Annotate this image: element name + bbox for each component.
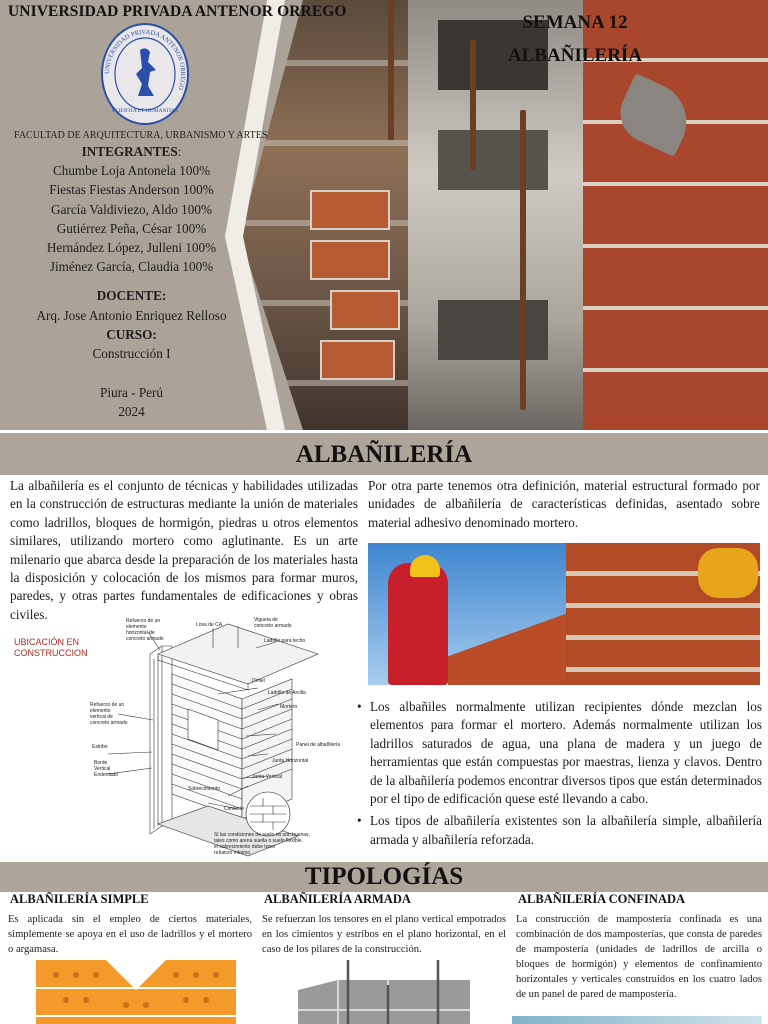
bullet-list (354, 698, 762, 853)
member-item: Jiménez García, Claudia 100% (49, 259, 214, 275)
reinforced-wall-illustration (298, 960, 470, 1024)
helmet-icon (410, 555, 440, 577)
svg-text:Losa de CA: Losa de CA (196, 622, 223, 628)
svg-text:Junta Vertical: Junta Vertical (252, 774, 283, 780)
wall-construction-diagram (8, 614, 358, 859)
svg-text:concreto armado: concreto armado (254, 623, 292, 629)
logo-motto: SCIENTIA ET HUMANITAS (111, 108, 179, 114)
list-item: • Los tipos de albañilería existentes son la albañilería simple, albañilería armada y albañilería reforzada. (354, 812, 762, 849)
svg-text:horizontal de: horizontal de (126, 630, 155, 636)
teacher-label: DOCENTE: (96, 288, 167, 304)
second-definition-paragraph: Por otra parte tenemos otra definición, material estructural formado por unidades de albañilería de características definidas, asentado sobre material adhesivo denominado mortero. (368, 478, 760, 530)
svg-text:Vertical: Vertical (94, 766, 111, 772)
definition-paragraph: La albañilería es el conjunto de técnicas y habilidades utilizadas en la construcción de estructuras mediante la unión de materiales como ladrillos, bloques de hormigón, piedras u otros elementos similares, utilizando mortero como aglutinante. Es un arte milenario que abarca desde la preparación de los materiales hasta la disposición y colocación de los mismos para formar muros, paredes, y otras partes fundamentales de edificaciones y obras civiles. (10, 478, 358, 622)
header-banner (0, 0, 768, 430)
place: Piura - Perú (100, 385, 163, 401)
text-confinada: La construcción de mampostería confinada es una combinación de dos mamposterías, que consta de paredes de mampostería (unidades de ladrillos de arcilla o bloques de hormigón) y elementos de confinamiento horizontales y verticales construidos en los cuatro lados de un panel de pared de mampostería. (516, 914, 762, 1001)
svg-text:Si las condiciones de suelo no: Si las condiciones de suelo no son buenas, (214, 832, 310, 838)
member-item: Hernández López, Julleni 100% (46, 240, 217, 256)
svg-text:Borde: Borde (94, 760, 108, 766)
svg-text:concreto armado: concreto armado (90, 720, 128, 726)
text-simple: Es aplicada sin el empleo de ciertos materiales, simplemente se apoya en el uso de ladrillos y el mortero o argamasa. (8, 914, 252, 956)
svg-text:Ladrillo de Arcilla: Ladrillo de Arcilla (268, 690, 306, 696)
team-info (0, 142, 263, 422)
confined-wall-illustration (512, 1016, 762, 1024)
svg-text:Cimiento: Cimiento (224, 806, 244, 812)
heading-simple: ALBAÑILERÍA SIMPLE (10, 892, 149, 906)
section-title-tipologias: TIPOLOGÍAS (0, 862, 768, 892)
week-label: SEMANA 12 (522, 12, 628, 33)
course-name: Construcción I (92, 346, 171, 362)
diagram-title: UBICACIÓN EN CONSTRUCCION (14, 637, 88, 658)
svg-text:Sobrecimiento: Sobrecimiento (188, 786, 220, 792)
svg-text:el sobrecimiento debe tener: el sobrecimiento debe tener (214, 844, 276, 850)
svg-text:Refuerzo de un: Refuerzo de un (126, 618, 161, 624)
faculty-name: FACULTAD DE ARQUITECTURA, URBANISMO Y ARTES (14, 130, 268, 141)
svg-text:Dintel: Dintel (252, 678, 265, 684)
svg-text:Panel de albañilería: Panel de albañilería (296, 742, 341, 748)
text-armada: Se refuerzan los tensores en el plano vertical empotrados en los cimientos y estribos en el plano horizontal, en el caso de los pilares de la construcción. (262, 914, 506, 956)
section-title-albanileria: ALBAÑILERÍA (0, 433, 768, 475)
svg-text:elemento: elemento (90, 708, 111, 714)
svg-text:vertical de: vertical de (90, 714, 113, 720)
year: 2024 (118, 404, 145, 420)
teacher-name: Arq. Jose Antonio Enriquez Relloso (36, 307, 227, 323)
svg-text:Mortero: Mortero (280, 704, 298, 710)
svg-text:tales como arena suelta o suel: tales como arena suelta o suelo flexible, (214, 838, 303, 844)
svg-text:elemento: elemento (126, 624, 147, 630)
university-logo (100, 22, 190, 126)
list-item: • Los albañiles normalmente utilizan recipientes dónde mezclan los elementos para formar el mortero. Además normalmente utilizan los ladrillos saturados de agua, una plana de madera y un juego de herramientas que están compuestas por maestras, lienza y clavos. Dentro de la albañilería podemos encontrar diversos tipos que están determinados por el tipo de edificación quese esté llevando a cabo. (354, 698, 762, 808)
member-item: Fiestas Fiestas Anderson 100% (49, 182, 214, 198)
svg-text:Vigueta de: Vigueta de (254, 617, 278, 623)
member-item: Chumbe Loja Antonela 100% (52, 163, 211, 179)
worker-figure (388, 563, 448, 685)
svg-text:Ladrillo para techo: Ladrillo para techo (264, 638, 306, 644)
svg-text:Refuerzo de un: Refuerzo de un (90, 702, 125, 708)
week-title (480, 6, 670, 72)
members-label: INTEGRANTES (81, 144, 178, 159)
svg-text:refuerzo mínimo.: refuerzo mínimo. (214, 850, 252, 856)
university-name: UNIVERSIDAD PRIVADA ANTENOR ORREGO (8, 3, 347, 20)
member-item: García Valdiviezo, Aldo 100% (51, 201, 212, 217)
simple-wall-illustration (36, 960, 236, 1024)
svg-text:Junta Horizontal: Junta Horizontal (272, 758, 309, 764)
heading-armada: ALBAÑILERÍA ARMADA (264, 892, 411, 906)
svg-text:concreto armado: concreto armado (126, 636, 164, 642)
glove-icon (698, 548, 758, 598)
svg-text:Endentado: Endentado (94, 772, 119, 778)
topic-label: ALBAÑILERÍA (507, 45, 643, 66)
member-item: Gutiérrez Peña, César 100% (56, 220, 207, 236)
heading-confinada: ALBAÑILERÍA CONFINADA (518, 892, 686, 906)
svg-text:Estribo: Estribo (92, 744, 108, 750)
members-colon: : (177, 144, 182, 159)
bricklayer-photo (368, 543, 760, 685)
course-label: CURSO: (106, 326, 157, 342)
logo-ring-text: UNIVERSIDAD PRIVADA ANTENOR ORREGO (103, 28, 187, 91)
